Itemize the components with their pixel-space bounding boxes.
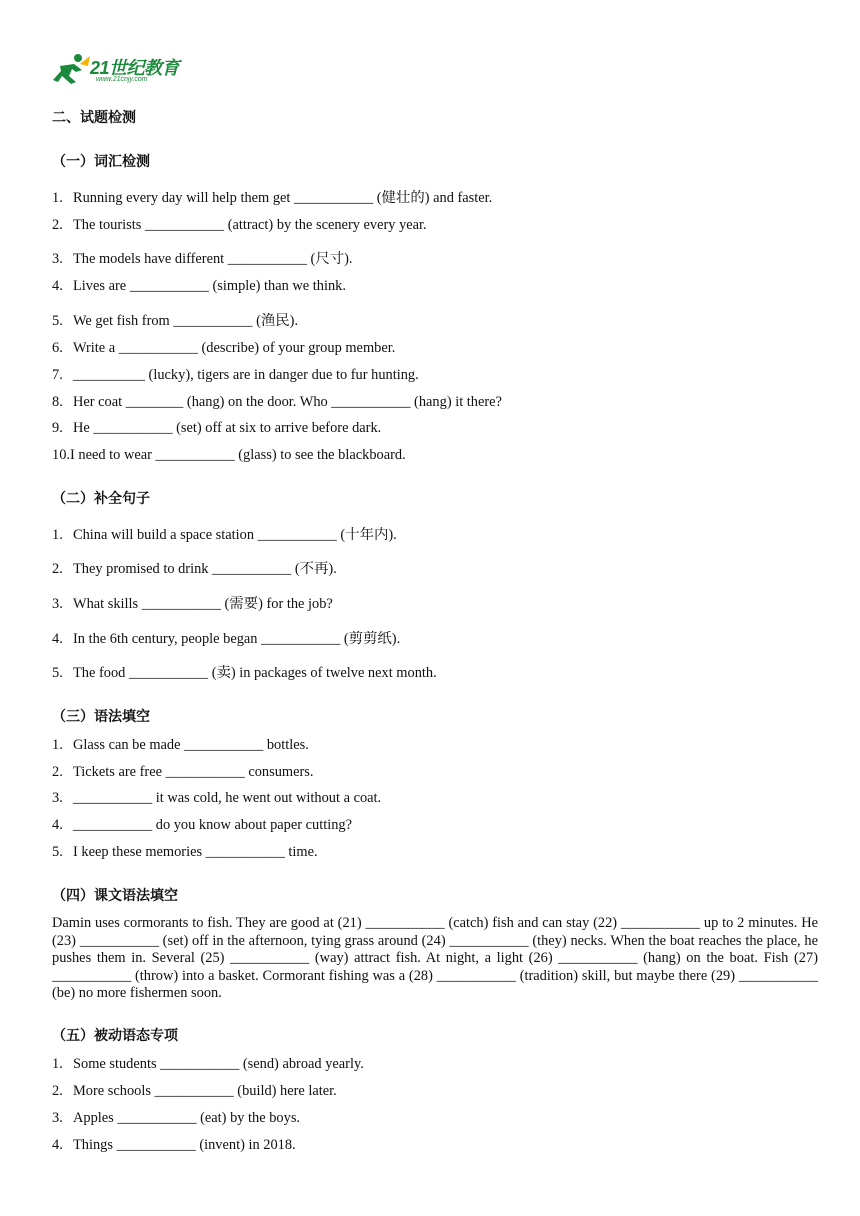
section-heading-passive-voice: （五）被动语态专项 bbox=[52, 1028, 178, 1044]
list-item: 8. Her coat ________ (hang) on the door. Who ___________ (hang) it there? bbox=[52, 394, 502, 410]
list-item: 5. We get fish from ___________ (渔民). bbox=[52, 313, 299, 329]
list-item: 10.I need to wear ___________ (glass) to see the blackboard. bbox=[52, 447, 406, 463]
list-item: 3. The models have different ___________ (尺寸). bbox=[52, 251, 353, 267]
logo-url: www.21cnjy.com bbox=[96, 76, 148, 83]
logo-brand: 21世纪教育 bbox=[90, 58, 180, 78]
section-heading-text-cloze: （四）课文语法填空 bbox=[52, 888, 178, 904]
section-heading-sentences: （二）补全句子 bbox=[52, 491, 150, 507]
list-item: 3. What skills ___________ (需要) for the job? bbox=[52, 596, 333, 612]
list-item: 2. Tickets are free ___________ consumers. bbox=[52, 764, 314, 780]
page-title: 二、试题检测 bbox=[52, 110, 136, 126]
list-item: 1. Glass can be made ___________ bottles. bbox=[52, 737, 309, 753]
list-item: 4. ___________ do you know about paper cutting? bbox=[52, 817, 352, 833]
list-item: 3. ___________ it was cold, he went out without a coat. bbox=[52, 790, 382, 806]
list-item: 4. In the 6th century, people began ___________ (剪剪纸). bbox=[52, 631, 401, 647]
runner-icon bbox=[52, 52, 92, 86]
list-item: 3. Apples ___________ (eat) by the boys. bbox=[52, 1110, 301, 1126]
cloze-paragraph: Damin uses cormorants to fish. They are good at (21) ___________ (catch) fish and can stay (22) ___________ up to 2 minutes. He (23) ___________ (set) off in the afternoon, tying grass around (24) ___________ (they) necks. When the boat reaches the place, he pushes them in. Several (25) ___________ (way) attract fish. At night, a light (26) ___________ (hang) on the boat. Fish (27) ___________ (throw) into a basket. Cormorant fishing was a (28) ___________ (tradition) skill, but maybe there (29) ___________ (be) no more fishermen soon. bbox=[52, 915, 818, 1001]
list-item: 7. __________ (lucky), tigers are in danger due to fur hunting. bbox=[52, 367, 419, 383]
list-item: 4. Lives are ___________ (simple) than we think. bbox=[52, 278, 346, 294]
section-heading-vocabulary: （一）词汇检测 bbox=[52, 154, 150, 170]
list-item: 4. Things ___________ (invent) in 2018. bbox=[52, 1137, 296, 1153]
list-item: 5. I keep these memories ___________ time. bbox=[52, 844, 318, 860]
list-item: 5. The food ___________ (卖) in packages of twelve next month. bbox=[52, 665, 437, 681]
logo bbox=[52, 52, 192, 88]
list-item: 9. He ___________ (set) off at six to arrive before dark. bbox=[52, 420, 382, 436]
list-item: 6. Write a ___________ (describe) of your group member. bbox=[52, 340, 396, 356]
list-item: 1. Some students ___________ (send) abroad yearly. bbox=[52, 1056, 364, 1072]
list-item: 2. The tourists ___________ (attract) by the scenery every year. bbox=[52, 217, 427, 233]
list-item: 2. More schools ___________ (build) here later. bbox=[52, 1083, 337, 1099]
list-item: 1. Running every day will help them get ___________ (健壮的) and faster. bbox=[52, 190, 493, 206]
list-item: 2. They promised to drink ___________ (不再). bbox=[52, 561, 337, 577]
section-heading-grammar: （三）语法填空 bbox=[52, 709, 150, 725]
list-item: 1. China will build a space station ___________ (十年内). bbox=[52, 527, 397, 543]
